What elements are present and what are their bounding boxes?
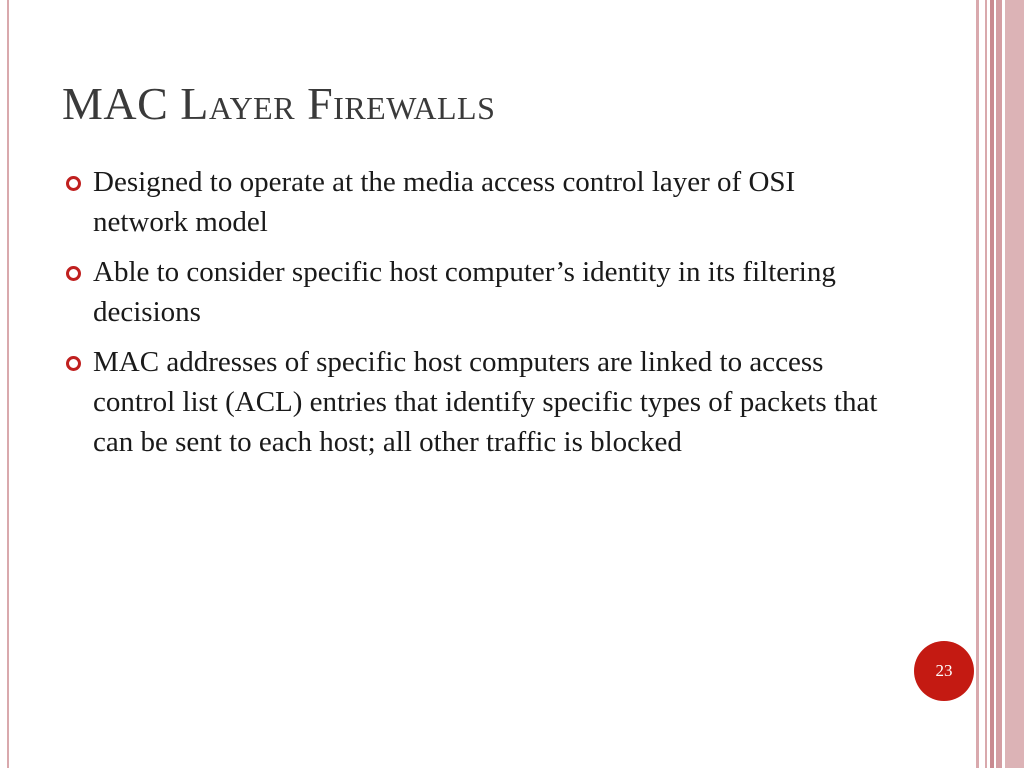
- bullet-item: [62, 342, 882, 462]
- bullet-text: MAC addresses of specific host computers are linked to access control list (ACL) entries that identify specific types of packets that can be sent to each host; all other traffic is blocked: [93, 346, 878, 458]
- bullet-item: [62, 162, 882, 242]
- bullet-list: [62, 162, 882, 472]
- bullet-text: Able to consider specific host computer’s identity in its filtering decisions: [93, 256, 836, 328]
- stripe: [990, 0, 994, 768]
- hollow-circle-bullet-icon: [66, 176, 81, 191]
- bullet-text: Designed to operate at the media access control layer of OSI network model: [93, 166, 796, 238]
- page-number-badge: 23: [914, 641, 974, 701]
- stripe: [976, 0, 979, 768]
- slide-title: MAC Layer Firewalls: [62, 78, 496, 129]
- bullet-item: [62, 252, 882, 332]
- right-decorative-stripes: [976, 0, 1024, 768]
- stripe: [996, 0, 1002, 768]
- stripe: [1005, 0, 1024, 768]
- hollow-circle-bullet-icon: [66, 356, 81, 371]
- hollow-circle-bullet-icon: [66, 266, 81, 281]
- left-border-line: [7, 0, 9, 768]
- stripe: [985, 0, 987, 768]
